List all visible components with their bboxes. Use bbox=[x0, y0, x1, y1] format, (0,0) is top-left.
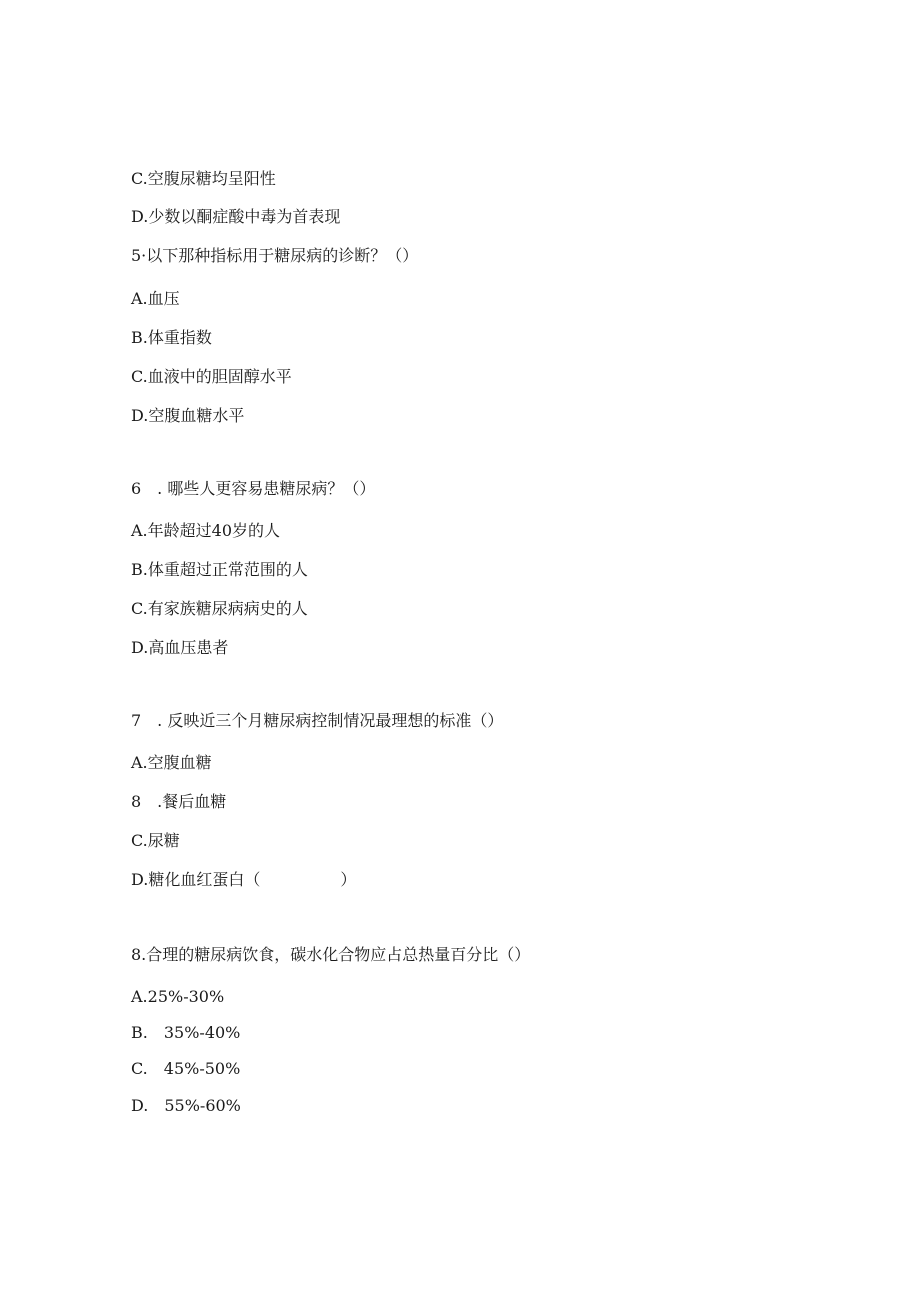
q6-option-a: A.年龄超过40岁的人 bbox=[131, 521, 281, 540]
q8-option-a: A.25%-30% bbox=[131, 987, 225, 1006]
q5-option-a: A.血压 bbox=[131, 289, 180, 308]
q4-option-c: C.空腹尿糖均呈阳性 bbox=[131, 169, 276, 188]
q6-option-c: C.有家族糖尿病病史的人 bbox=[131, 599, 308, 618]
q7-option-b: 8 .餐后血糖 bbox=[131, 792, 227, 811]
question-7: 7 . 反映近三个月糖尿病控制情况最理想的标准（） bbox=[131, 711, 504, 730]
q6-option-b: B.体重超过正常范围的人 bbox=[131, 560, 308, 579]
q5-option-c: C.血液中的胆固醇水平 bbox=[131, 367, 292, 386]
q6-option-d: D.高血压患者 bbox=[131, 638, 229, 657]
q4-option-d: D.少数以酮症酸中毒为首表现 bbox=[131, 207, 341, 226]
q7-option-a: A.空腹血糖 bbox=[131, 753, 212, 772]
question-5: 5·以下那种指标用于糖尿病的诊断？（） bbox=[131, 246, 419, 265]
q7-option-c: C.尿糖 bbox=[131, 831, 180, 850]
q8-option-c: C. 45%-50% bbox=[131, 1059, 241, 1078]
q8-option-b: B. 35%-40% bbox=[131, 1023, 241, 1042]
q7-option-d: D.糖化血红蛋白（ ） bbox=[131, 870, 357, 889]
question-8: 8.合理的糖尿病饮食，碳水化合物应占总热量百分比（） bbox=[131, 945, 531, 964]
question-6: 6 . 哪些人更容易患糖尿病？（） bbox=[131, 479, 376, 498]
q8-option-d: D. 55%-60% bbox=[131, 1096, 241, 1115]
q5-option-d: D.空腹血糖水平 bbox=[131, 406, 245, 425]
q5-option-b: B.体重指数 bbox=[131, 328, 212, 347]
